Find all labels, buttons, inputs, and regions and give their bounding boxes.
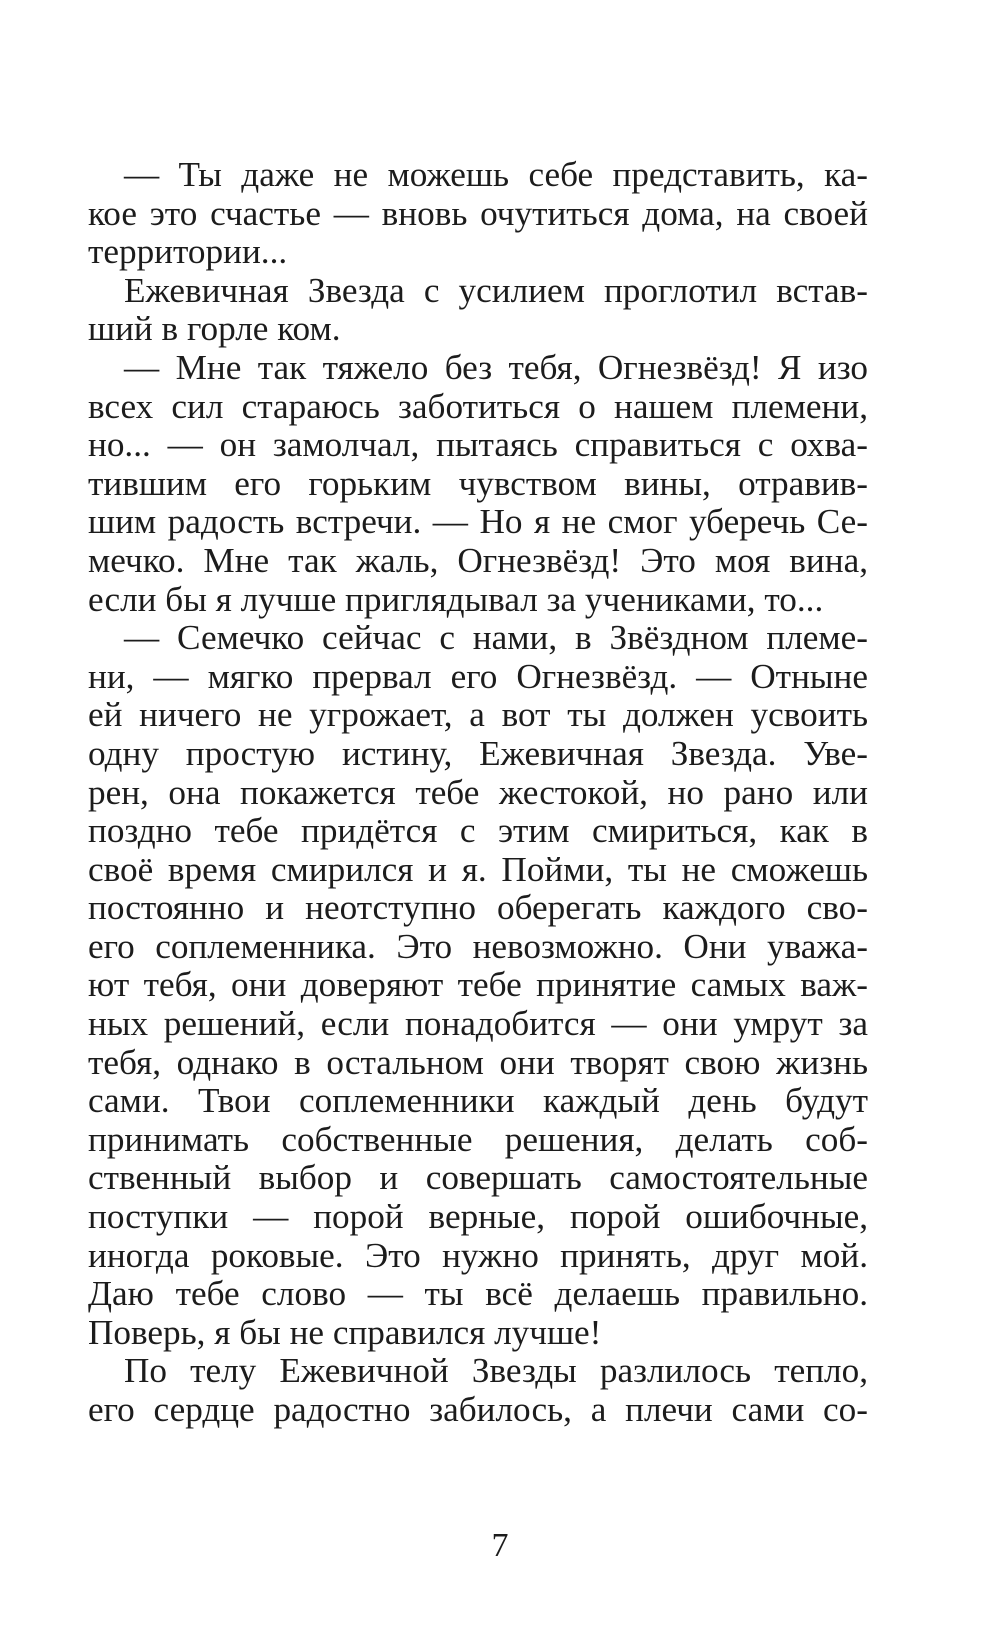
text-line: его соплеменника. Это невозможно. Они уважа- (88, 926, 868, 966)
text-line: шим радость встречи. — Но я не смог уберечь Се- (88, 502, 868, 542)
text-line: — Мне так тяжело без тебя, Огнезвёзд! Я изо (124, 347, 868, 387)
text-line: своё время смирился и я. Пойми, ты не сможешь (88, 849, 868, 889)
text-line: но... — он замолчал, пытаясь справиться с охва- (88, 425, 868, 465)
text-line: одну простую истину, Ежевичная Звезда. Уве- (88, 733, 868, 773)
body-text (88, 156, 868, 1430)
text-line: ных решений, если понадобится — они умрут за (88, 1004, 868, 1044)
text-line: всех сил стараюсь заботиться о нашем племени, (88, 386, 868, 426)
text-line: ют тебя, они доверяют тебе принятие самых важ- (88, 965, 868, 1005)
text-line: его сердце радостно забилось, а плечи сами со- (88, 1390, 868, 1429)
text-line: ший в горле ком. (88, 309, 341, 349)
text-line: — Ты даже не можешь себе представить, ка- (124, 155, 868, 194)
text-line: сами. Твои соплеменники каждый день будут (88, 1081, 868, 1121)
text-line: территории... (88, 232, 288, 272)
text-line: поступки — порой верные, порой ошибочные, (88, 1197, 868, 1237)
text-line: Даю тебе слово — ты всё делаешь правильно. (88, 1274, 868, 1314)
text-line: принимать собственные решения, делать соб- (88, 1119, 868, 1159)
text-line: ственный выбор и совершать самостоятельные (88, 1158, 868, 1198)
text-line: Ежевичная Звезда с усилием проглотил встав- (124, 270, 868, 310)
text-line: тившим его горьким чувством вины, отравив- (88, 463, 868, 503)
text-line: ни, — мягко прервал его Огнезвёзд. — Отныне (88, 656, 868, 696)
text-line: поздно тебе придётся с этим смириться, как в (88, 811, 868, 851)
text-line: — Семечко сейчас с нами, в Звёздном племе- (124, 618, 868, 658)
text-line: если бы я лучше приглядывал за учениками, то... (88, 579, 824, 619)
text-line: тебя, однако в остальном они творят свою жизнь (88, 1042, 868, 1082)
text-line: мечко. Мне так жаль, Огнезвёзд! Это моя вина, (88, 540, 868, 580)
page-number: 7 (491, 1527, 509, 1564)
text-line: кое это счастье — вновь очутиться дома, на своей (88, 193, 868, 233)
text-line: постоянно и неотступно оберегать каждого сво- (88, 888, 868, 928)
text-line: иногда роковые. Это нужно принять, друг мой. (88, 1235, 868, 1275)
text-line: ей ничего не угрожает, а вот ты должен усвоить (88, 695, 868, 735)
text-line: По телу Ежевичной Звезды разлилось тепло, (124, 1351, 868, 1391)
text-line: рен, она покажется тебе жестокой, но рано или (88, 772, 868, 812)
text-line: Поверь, я бы не справился лучше! (88, 1312, 602, 1352)
